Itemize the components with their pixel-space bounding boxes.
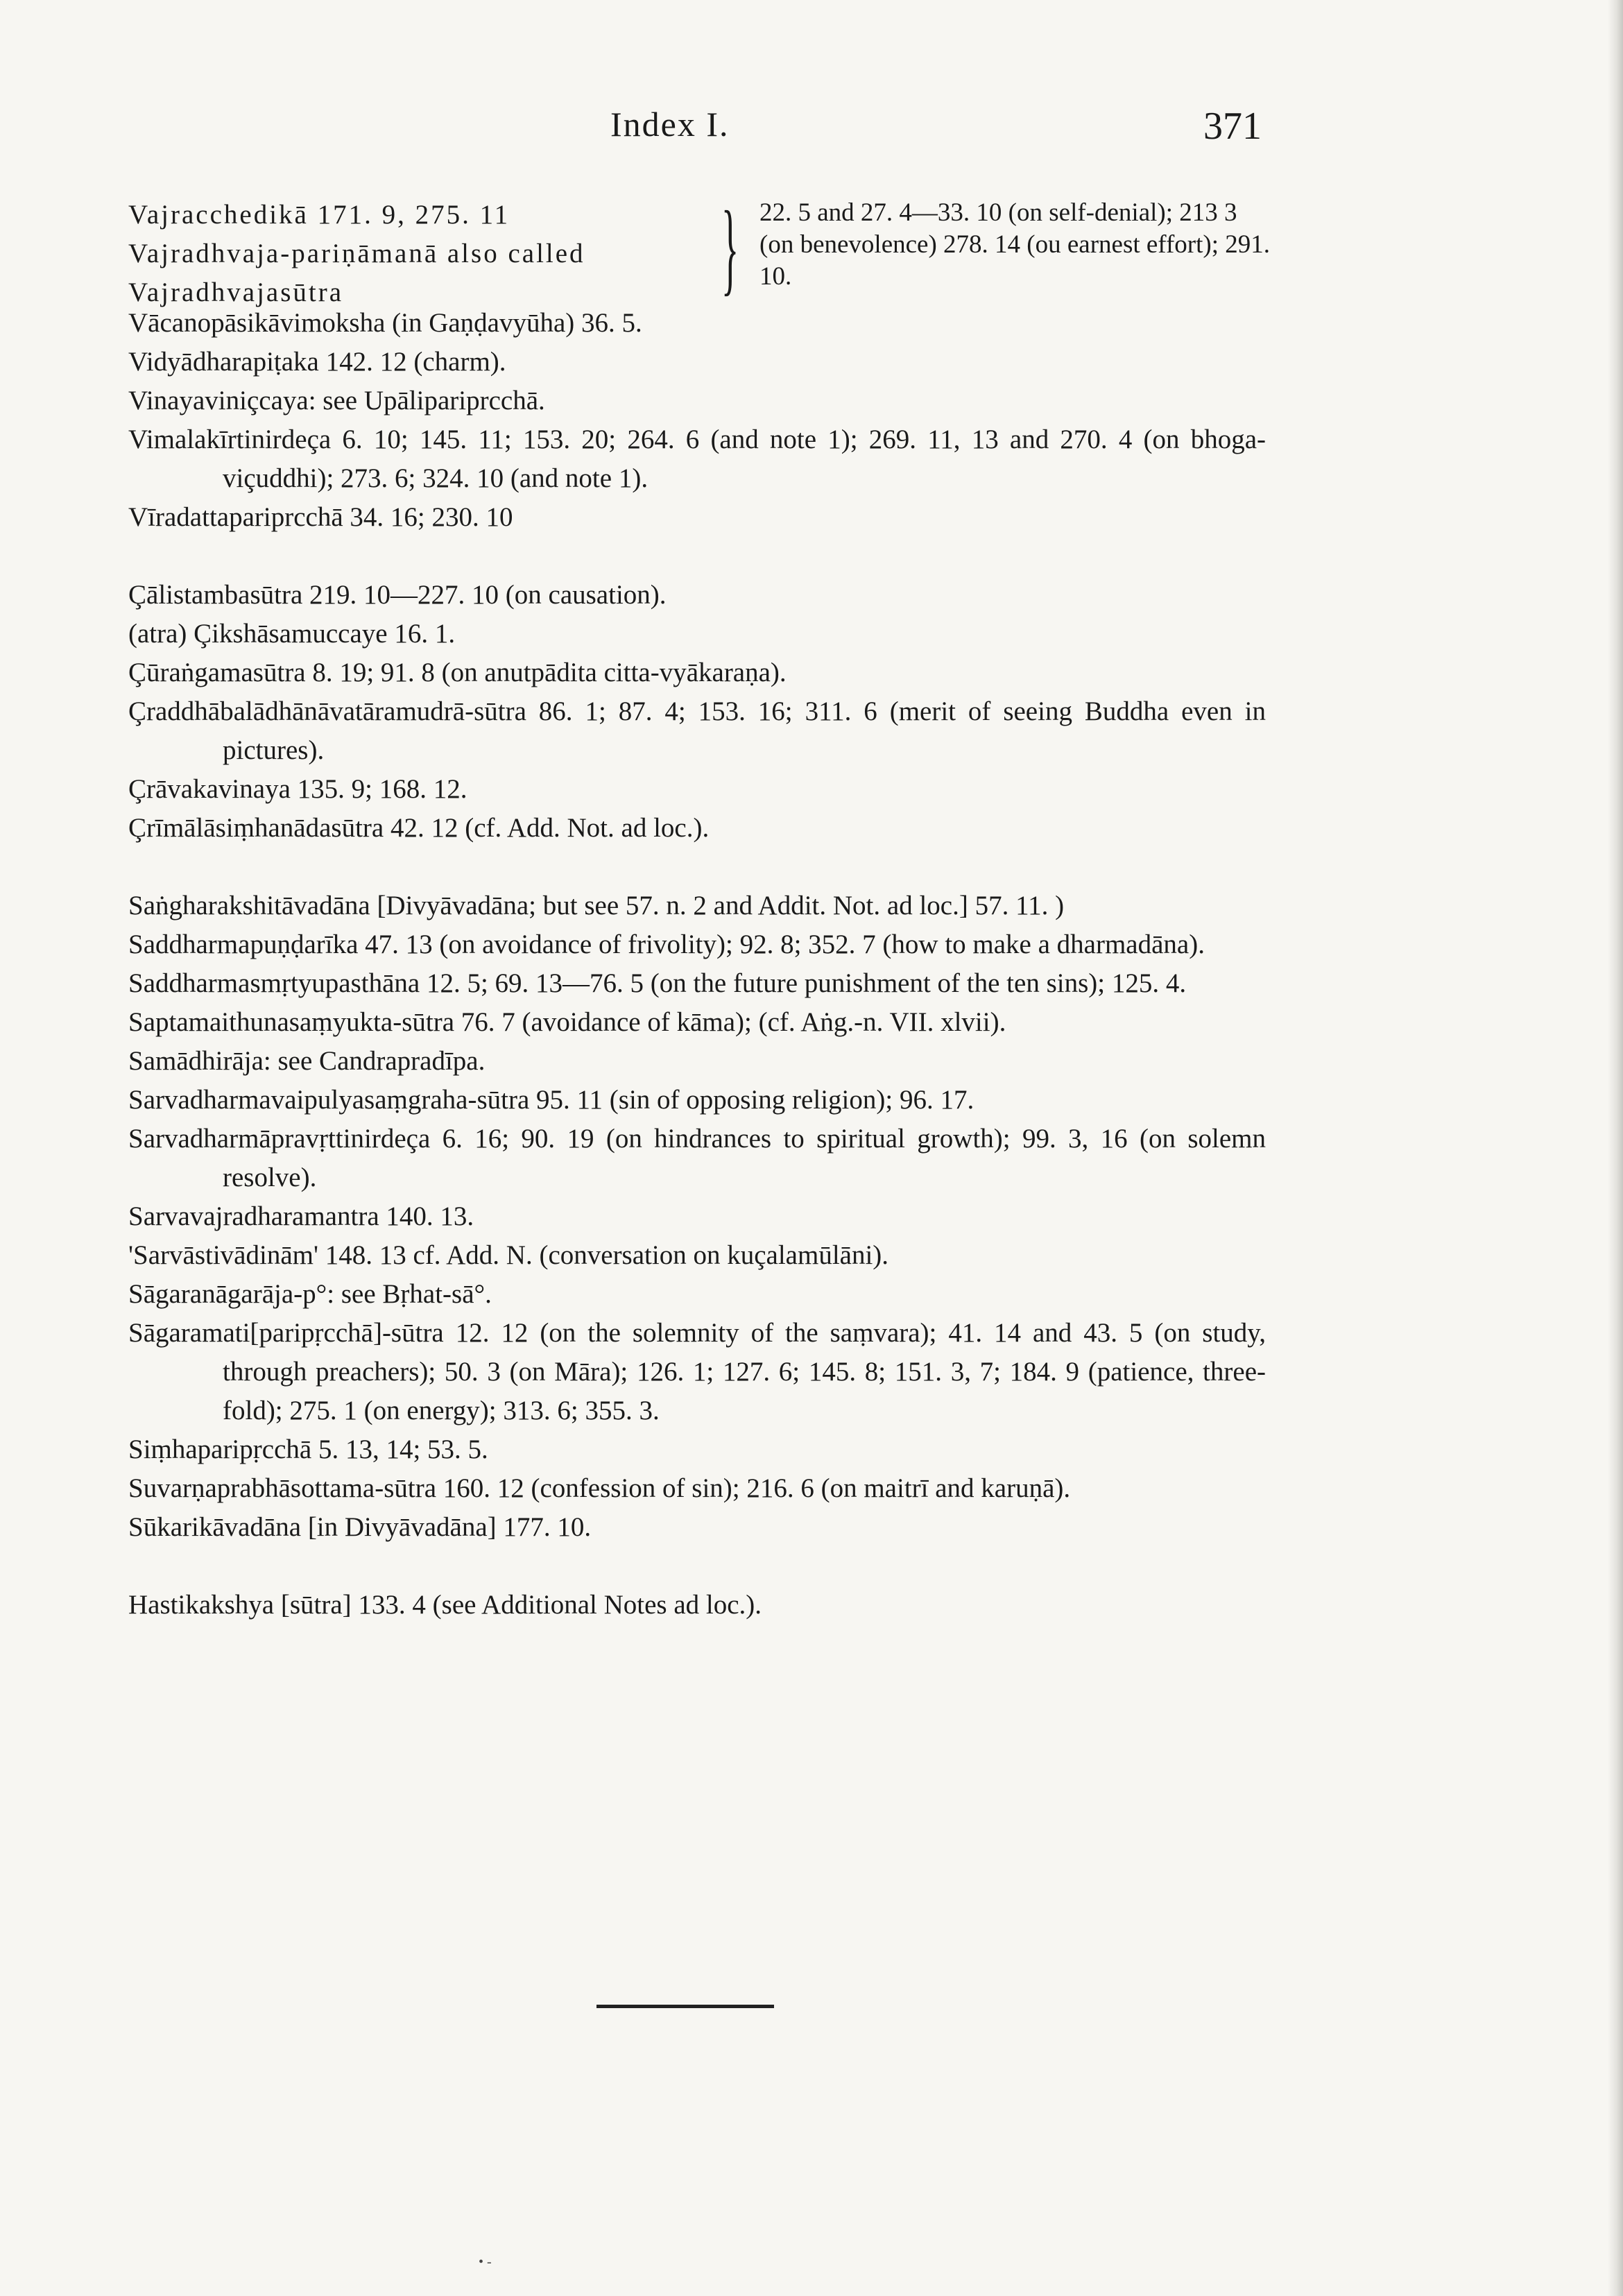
index-entry: Saptamaithunasaṃyukta-sūtra 76. 7 (avoidance of kāma); (cf. Aṅg.-n. VII. xlvii). (128, 1007, 1006, 1037)
index-body (128, 190, 1270, 1625)
index-entry: Çūraṅgamasūtra 8. 19; 91. 8 (on anutpādita citta-vyākaraṇa). (128, 658, 787, 687)
index-entry: Vācanopāsikāvimoksha (in Gaṇḍavyūha) 36. 5. (128, 308, 642, 338)
section-gap (128, 848, 1266, 886)
brace-icon: } (721, 190, 739, 305)
index-entry: Sūkarikāvadāna [in Divyāvadāna] 177. 10. (128, 1512, 592, 1542)
index-entry: Saddharmasmṛtyupasthāna 12. 5; 69. 13—76. 5 (on the future punishment of the ten sins); 125. 4. (128, 968, 1187, 998)
section-gap (128, 537, 1266, 576)
index-entry: Samādhirāja: see Candrapradīpa. (128, 1046, 486, 1076)
index-entry: Çrāvakavinaya 135. 9; 168. 12. (128, 774, 467, 804)
index-entry: Hastikakshya [sūtra] 133. 4 (see Additional Notes ad loc.). (128, 1590, 762, 1620)
index-entry: (atra) Çikshāsamuccaye 16. 1. (128, 619, 456, 649)
index-entry: Vimalakīrtinirdeça 6. 10; 145. 11; 153. 20; 264. 6 (and note 1); 269. 11, 13 and 270. 4 (on bhoga-viçuddhi); 273. 6; 324. 10 (and note 1). (128, 425, 1266, 493)
index-entry: Çraddhābalādhānāvatāramudrā-sūtra 86. 1; 87. 4; 153. 16; 311. 6 (merit of seeing Buddha even in pictures). (128, 696, 1266, 765)
index-entry: Saddharmapuṇḍarīka 47. 13 (on avoidance of frivolity); 92. 8; 352. 7 (how to make a dharmadāna). (128, 929, 1205, 959)
grouped-entry-names (128, 196, 585, 312)
index-entry: Sarvadharmāpravṛttinirdeça 6. 16; 90. 19 (on hindrances to spiritual growth); 99. 3, 16 (on solemn resolve). (128, 1124, 1266, 1192)
index-entry: Suvarṇaprabhāsottama-sūtra 160. 12 (confession of sin); 216. 6 (on maitrī and karuṇā). (128, 1473, 1071, 1503)
grouped-entry (128, 190, 1270, 307)
index-entry: 'Sarvāstivādinām' 148. 13 cf. Add. N. (conversation on kuçalamūlāni). (128, 1240, 889, 1270)
index-entry: Çālistambasūtra 219. 10—227. 10 (on causation). (128, 580, 667, 610)
grouped-entry-refs: 22. 5 and 27. 4—33. 10 (on self-denial); 213 3 (on benevolence) 278. 14 (ou earnest effort); 291. 10. (759, 198, 1270, 291)
page-title: Index I. (610, 105, 730, 144)
section-gap (128, 1547, 1266, 1586)
footer-marks: • - (479, 2254, 492, 2270)
page-header (0, 104, 1623, 160)
index-entry: Siṃhaparipṛcchā 5. 13, 14; 53. 5. (128, 1434, 488, 1464)
entry-line: Vajradhvaja-pariṇāmanā also called (128, 239, 585, 268)
index-entry: Çrīmālāsiṃhanādasūtra 42. 12 (cf. Add. Not. ad loc.). (128, 813, 710, 843)
index-entry: Saṅgharakshitāvadāna [Divyāvadāna; but see 57. n. 2 and Addit. Not. ad loc.] 57. 11. ) (128, 891, 1065, 920)
index-entry: Vinayaviniçcaya: see Upālipariprcchā. (128, 386, 545, 415)
page-edge (1608, 0, 1623, 2296)
page-number: 371 (1203, 105, 1262, 148)
index-entry: Vidyādharapiṭaka 142. 12 (charm). (128, 347, 506, 377)
index-entry: Sarvadharmavaipulyasaṃgraha-sūtra 95. 11 (sin of opposing religion); 96. 17. (128, 1085, 974, 1115)
index-entry: Sarvavajradharamantra 140. 13. (128, 1201, 474, 1231)
index-entry: Vīradattapariprcchā 34. 16; 230. 10 (128, 502, 513, 532)
entry-line: Vajradhvajasūtra (128, 277, 344, 307)
closing-rule (596, 2005, 774, 2008)
entry-line: Vajracchedikā 171. 9, 275. 11 (128, 200, 510, 230)
index-entry: Sāgaramati[paripṛcchā]-sūtra 12. 12 (on the solemnity of the saṃvara); 41. 14 and 43. 5 (on study, through preachers); 50. 3 (on Māra); 126. 1; 127. 6; 145. 8; 151. 3, 7; 184. 9 (patience, three-fold); 275. 1 (on energy); 313. 6; 355. 3. (128, 1318, 1266, 1425)
index-entry: Sāgaranāgarāja-p°: see Bṛhat-sā°. (128, 1279, 492, 1309)
